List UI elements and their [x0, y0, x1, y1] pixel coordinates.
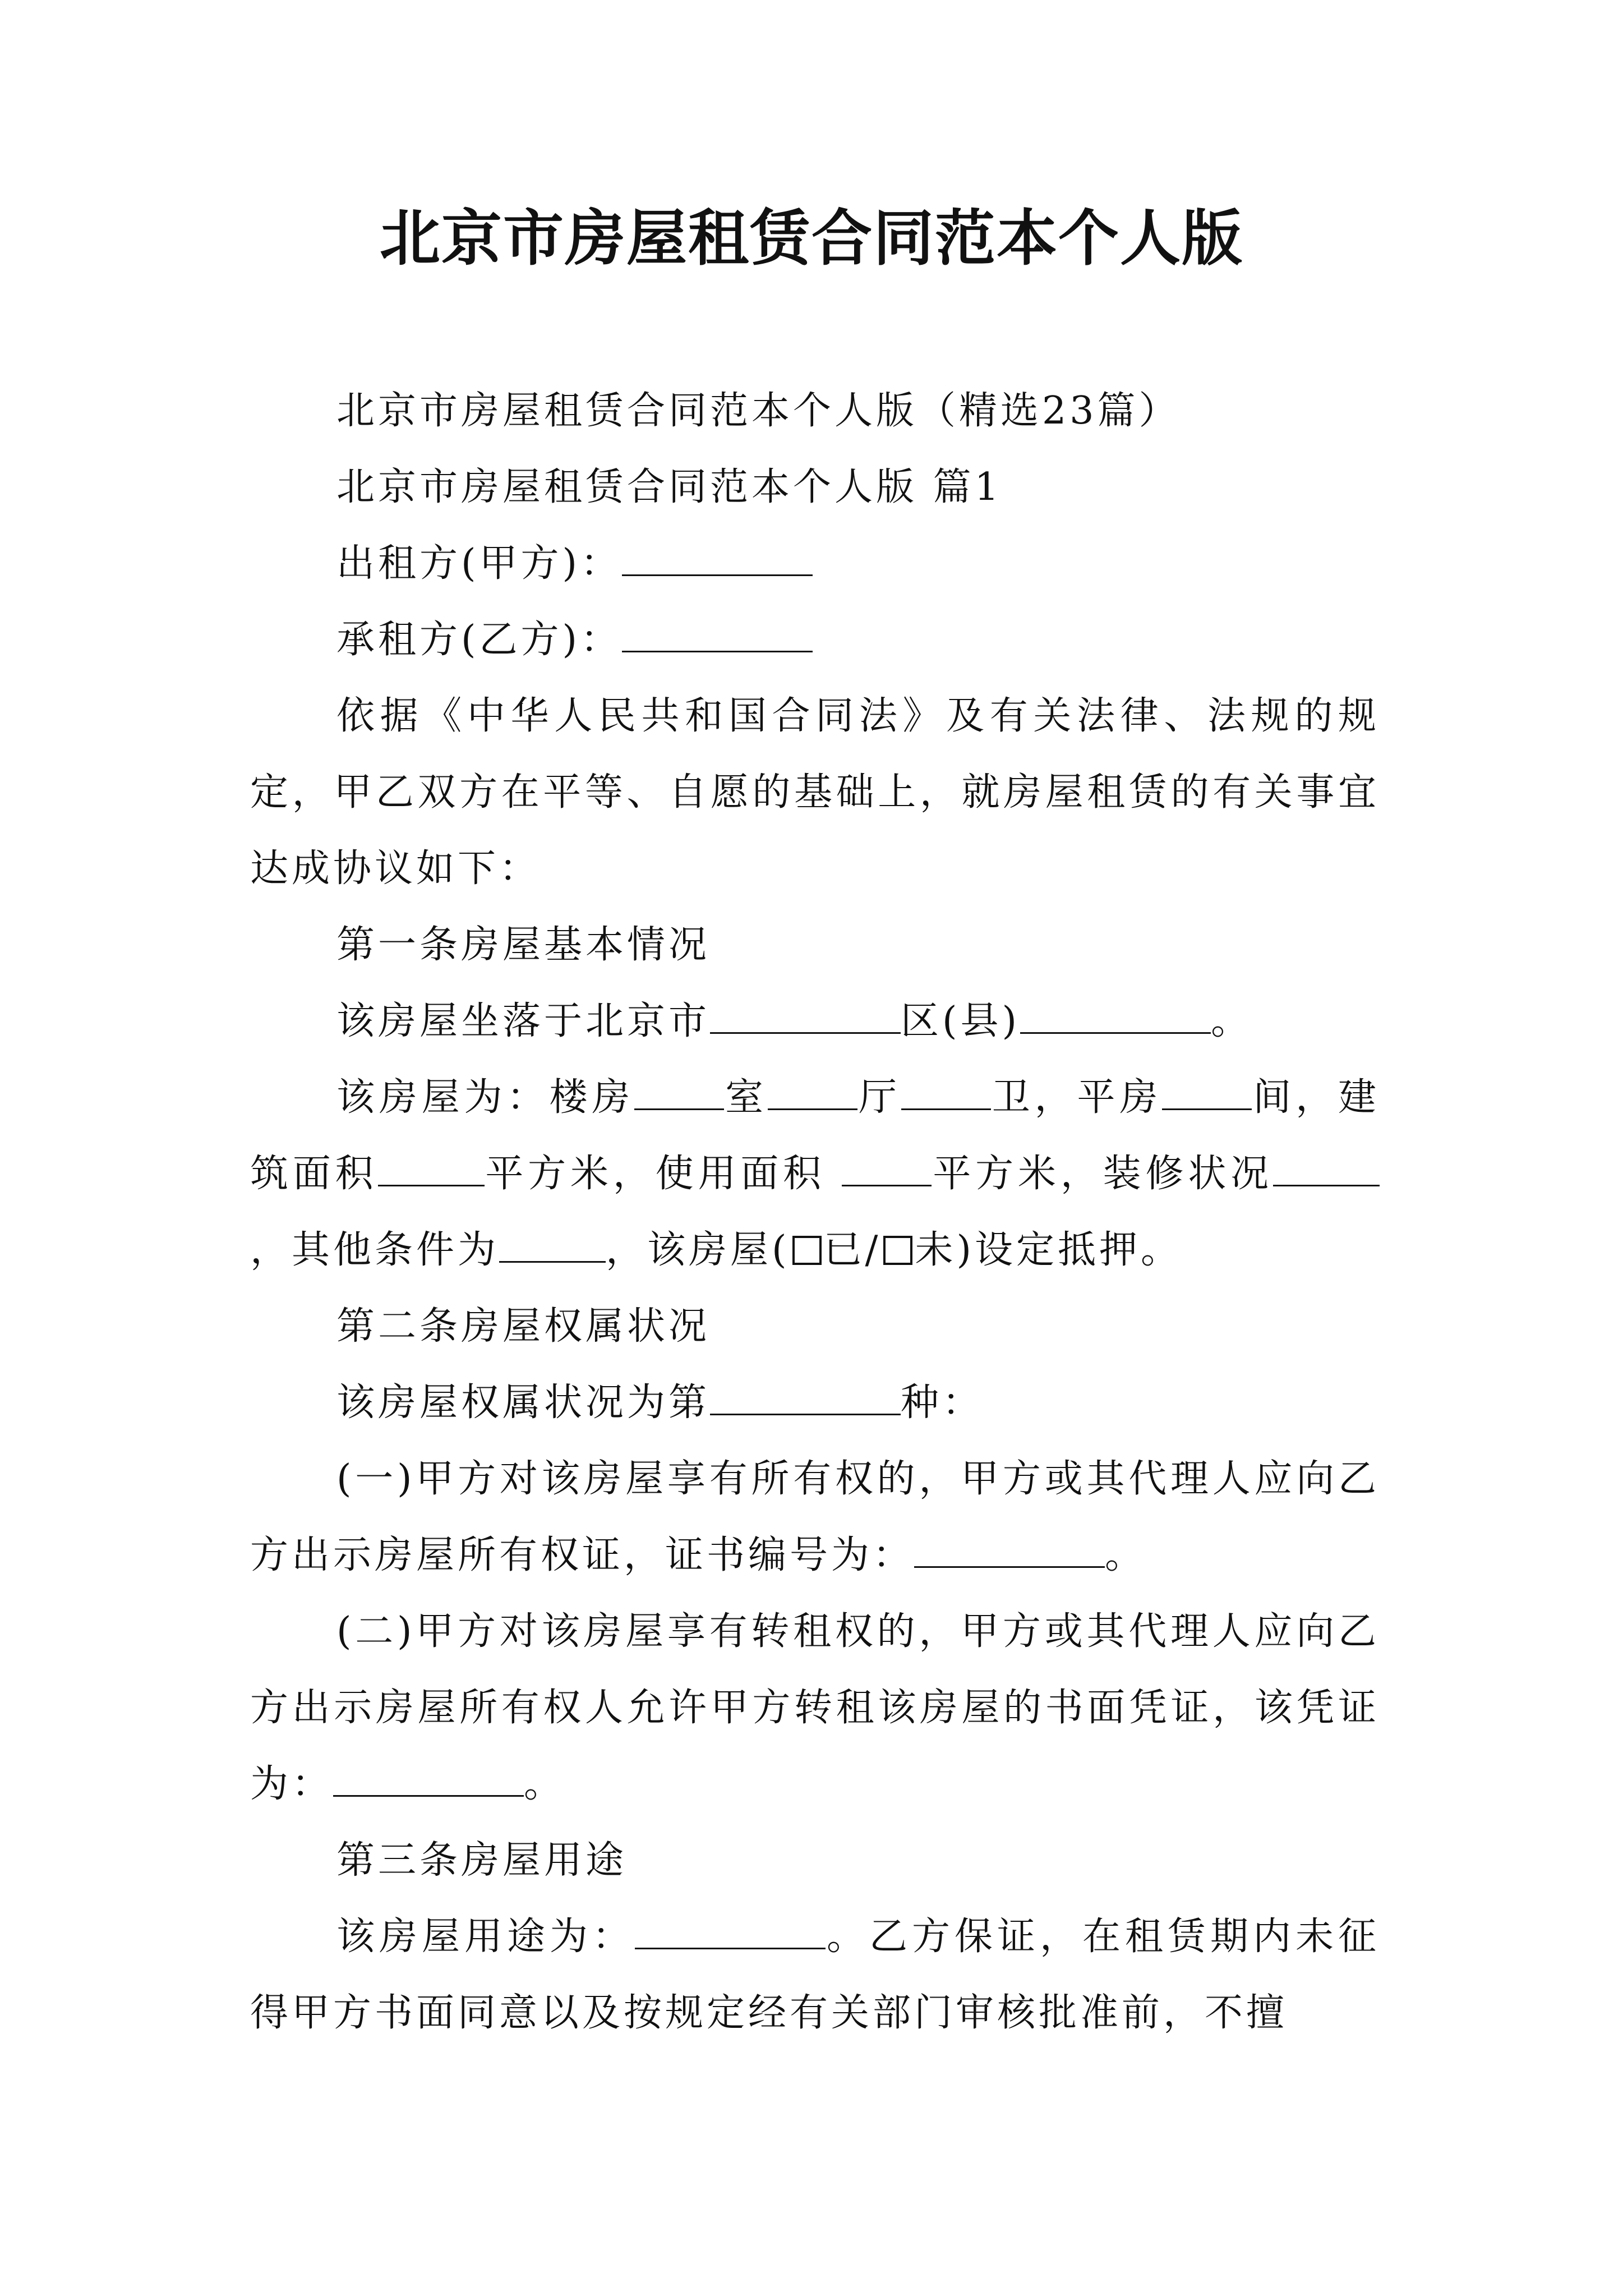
paragraph-preamble: 依据《中华人民共和国合同法》及有关法律、法规的规定，甲乙双方在平等、自愿的基础上，就房屋租赁的有关事宜达成协议如下： — [250, 694, 1380, 891]
house-type-text: 该房屋为：楼房 — [336, 1075, 635, 1120]
paragraph-lessor — [250, 526, 1380, 602]
ownership-2-period: 。 — [524, 1762, 566, 1806]
paragraph-lessee — [250, 602, 1380, 678]
usable-area-text: 平方米，使用面积 — [484, 1152, 842, 1196]
location-text: 该房屋坐落于北京市 — [336, 999, 711, 1043]
ownership-1-period: 。 — [1105, 1533, 1147, 1577]
usage-guarantee-text: 。乙方保证，在租赁期内未征得甲方书面同意以及按规定经有关部门审核批准前，不擅 — [250, 1915, 1380, 2035]
paragraph-ownership-type — [250, 1365, 1380, 1441]
city-blank — [710, 997, 901, 1034]
not-mortgaged-checkbox[interactable] — [883, 1236, 912, 1265]
other-conditions-text: ，其他条件为 — [250, 1228, 500, 1272]
certificate-number-blank — [914, 1531, 1105, 1568]
ownership-kind-text: 种： — [901, 1381, 984, 1425]
lessee-blank — [622, 616, 813, 652]
article-2-heading: 第二条房屋权属状况 — [336, 1304, 711, 1349]
district-text: 区(县) — [901, 999, 1021, 1043]
bungalow-blank — [1162, 1074, 1252, 1110]
paragraph-section-heading: 北京市房屋租赁合同范本个人版 篇1 — [336, 465, 1002, 509]
paragraph-usage — [250, 1899, 1380, 2051]
ownership-1-text: (一)甲方对该房屋享有所有权的，甲方或其代理人应向乙方出示房屋所有权证，证书编号为： — [250, 1457, 1380, 1577]
ownership-type-blank — [710, 1379, 901, 1415]
usable-area-blank — [842, 1150, 932, 1186]
baths-blank — [901, 1074, 991, 1110]
ownership-type-text: 该房屋权属状况为第 — [336, 1381, 711, 1425]
lessee-label: 承租方(乙方)： — [336, 618, 623, 662]
other-conditions-blank — [499, 1226, 606, 1263]
room-text: 室 — [724, 1075, 768, 1120]
sublease-proof-blank — [333, 1760, 524, 1797]
halls-blank — [768, 1074, 857, 1110]
rooms-blank — [634, 1074, 724, 1110]
paragraph-house-type — [250, 1060, 1380, 1289]
mortgaged-checkbox[interactable] — [792, 1236, 822, 1265]
building-area-blank — [378, 1150, 485, 1186]
paragraph-ownership-2 — [250, 1594, 1380, 1823]
decoration-text: 平方米，装修状况 — [932, 1152, 1273, 1196]
paragraph-location — [250, 983, 1380, 1060]
lessor-label: 出租方(甲方)： — [336, 541, 623, 586]
decoration-blank — [1273, 1150, 1380, 1186]
paragraph-ownership-1 — [250, 1441, 1380, 1594]
area-text: 间，建筑面积 — [250, 1075, 1380, 1196]
ownership-2-text: (二)甲方对该房屋享有转租权的，甲方或其代理人应向乙方出示房屋所有权人允许甲方转租该房屋的书面凭证，该凭证为： — [250, 1609, 1380, 1806]
district-blank — [1020, 997, 1211, 1034]
article-3-heading: 第三条房屋用途 — [336, 1838, 628, 1883]
document-body — [250, 373, 1380, 2051]
usage-text: 该房屋用途为： — [336, 1915, 635, 1959]
paragraph-subtitle: 北京市房屋租赁合同范本个人版（精选23篇） — [336, 389, 1181, 433]
usage-blank — [635, 1913, 826, 1949]
document-title: 北京市房屋租赁合同范本个人版 — [379, 203, 1243, 274]
bath-text: 卫，平房 — [990, 1075, 1163, 1120]
mortgage-text: ，该房屋( — [606, 1228, 790, 1272]
mortgaged-label: 已/ — [823, 1228, 882, 1272]
period-text: 。 — [1211, 999, 1253, 1043]
article-1-heading: 第一条房屋基本情况 — [336, 923, 711, 967]
not-mortgaged-label: 未)设定抵押。 — [915, 1228, 1182, 1272]
hall-text: 厅 — [857, 1075, 901, 1120]
lessor-blank — [622, 540, 813, 576]
